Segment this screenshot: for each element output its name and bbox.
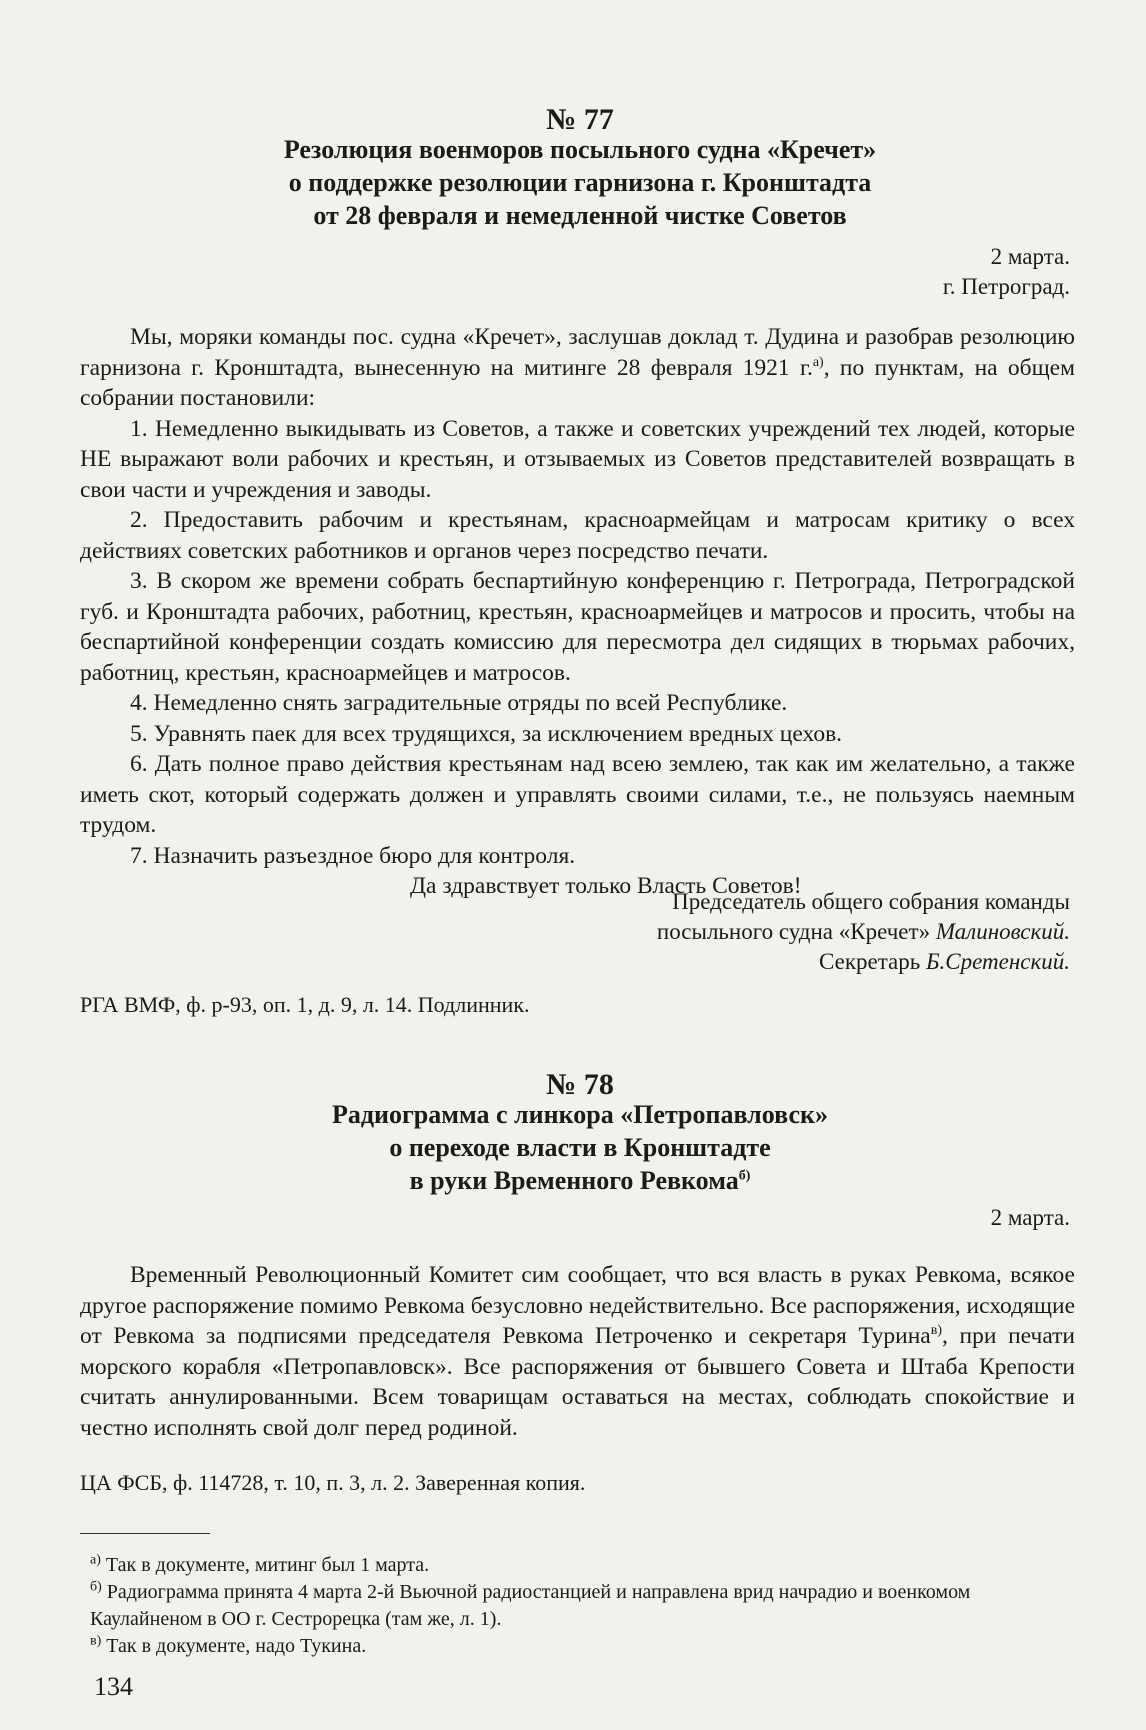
doc77-title-line: Резолюция военморов посыльного судна «Кречет»: [283, 135, 877, 164]
doc78-source: ЦА ФСБ, ф. 114728, т. 10, п. 3, л. 2. Заверенная копия.: [80, 1470, 586, 1495]
footnote-mark-v: в): [930, 1323, 942, 1339]
doc77-source: РГА ВМФ, ф. р-93, оп. 1, д. 9, л. 14. Подлинник.: [80, 992, 530, 1017]
doc77-date: 2 марта.: [990, 244, 1070, 269]
doc77-point: 6. Дать полное право действия крестьянам над всею землею, так как им желательно, а также иметь скот, который содержать должен и управлять своими силами, т.е., не пользуясь наемным трудом.: [80, 751, 1075, 838]
doc78-text: Временный Революционный Комитет сим сообщает, что вся власть в руках Ревкома, всякое другое распоряжение помимо Ревкома безусловно недействительно. Все распоряжения, исходящие от Ревкома за подписями председателя Ревкома Петроченко и секретаря Турина$^{в)}$, при печати морского корабля «Петропавловск». Все распоряжения от бывшего Совета и Штаба Крепости считать аннулированными. Всем товарищам оставаться на местах, соблюдать спокойствие и честно исполнять свой долг перед родиной.: [80, 1262, 1075, 1441]
sig-line: посыльного судна «Кречет» Малиновский.: [656, 919, 1070, 944]
doc77-point: 2. Предоставить рабочим и крестьянам, красноармейцам и матросам критику о всех действиях советских работников и органов через посредство печати.: [80, 507, 1075, 564]
doc77-place: г. Петроград.: [942, 274, 1070, 299]
doc77-point: 4. Немедленно снять заградительные отряды по всей Республике.: [130, 690, 788, 716]
doc77-signatures: [657, 887, 1070, 977]
doc78-title-line: в руки Временного Ревкома$^{б)}$: [409, 1166, 751, 1195]
page-number: 134: [94, 1672, 133, 1701]
document-page: [80, 0, 1080, 1730]
doc78-number: № 78: [546, 1068, 614, 1101]
doc77-intro: Мы, моряки команды пос. судна «Кречет», заслушав доклад т. Дудина и разобрав резолюцию гарнизона г. Кронштадта, вынесенную на митинге 28 февраля 1921 г.$^{а)}$, по пунктам, на общем собрании постановили:: [80, 324, 1075, 411]
doc77-date-place: [943, 242, 1070, 302]
sig-name: Малиновский.: [935, 919, 1070, 944]
doc77-title-line: о поддержке резолюции гарнизона г. Кронштадта: [288, 168, 872, 197]
sig-line: Председатель общего собрания команды: [672, 889, 1070, 914]
doc77-title-line: от 28 февраля и немедленной чистке Советов: [313, 201, 847, 230]
footnote: $^{а)}$ Так в документе, митинг был 1 марта.: [90, 1552, 430, 1576]
footnote-divider: [80, 1533, 210, 1534]
footnotes: [80, 1552, 1075, 1660]
footnote-mark-a: а): [812, 354, 824, 370]
doc77-number: № 77: [546, 103, 614, 136]
doc78-date: 2 марта.: [990, 1205, 1070, 1230]
doc77-point: 3. В скором же времени собрать беспартийную конференцию г. Петрограда, Петроградской губ. и Кронштадта рабочих, работниц, крестьян, красноармейцев и матросов и просить, чтобы на беспартийной конференции создать комиссию для пересмотра дел сидящих в тюрьмах рабочих, работниц, крестьян, красноармейцев и матросов.: [80, 568, 1075, 686]
footnote: $^{б)}$ Радиограмма принята 4 марта 2-й Вьючной радиостанцией и направлена врид начрадио и военкомом Каулайненом в ОО г. Сестрорецка (там же, л. 1).: [90, 1579, 971, 1630]
doc77-body: [80, 322, 1075, 902]
doc78-title-line: о переходе власти в Кронштадте: [389, 1133, 771, 1162]
doc78-title-line: Радиограмма с линкора «Петропавловск»: [331, 1100, 829, 1129]
doc77-point: 1. Немедленно выкидывать из Советов, а также и советских учреждений тех людей, которые НЕ выражают воли рабочих и крестьян, и отзываемых из Советов представителей возвращать в свои части и учреждения и заводы.: [80, 415, 1075, 503]
doc77-point: 5. Уравнять паек для всех трудящихся, за исключением вредных цехов.: [130, 720, 843, 747]
sig-line: Секретарь Б.Сретенский.: [818, 949, 1070, 974]
sig-name: Б.Сретенский.: [925, 949, 1070, 974]
footnote-mark-b: б): [738, 1168, 751, 1184]
doc78-title: [80, 1098, 1080, 1197]
footnote: $^{в)}$ Так в документе, надо Тукина.: [90, 1633, 367, 1657]
doc77-point: 7. Назначить разъездное бюро для контроля.: [130, 842, 576, 869]
doc78-body: [80, 1260, 1075, 1443]
doc77-slogan: Да здравствует только Власть Советов!: [410, 873, 802, 899]
doc77-title: [80, 133, 1080, 232]
